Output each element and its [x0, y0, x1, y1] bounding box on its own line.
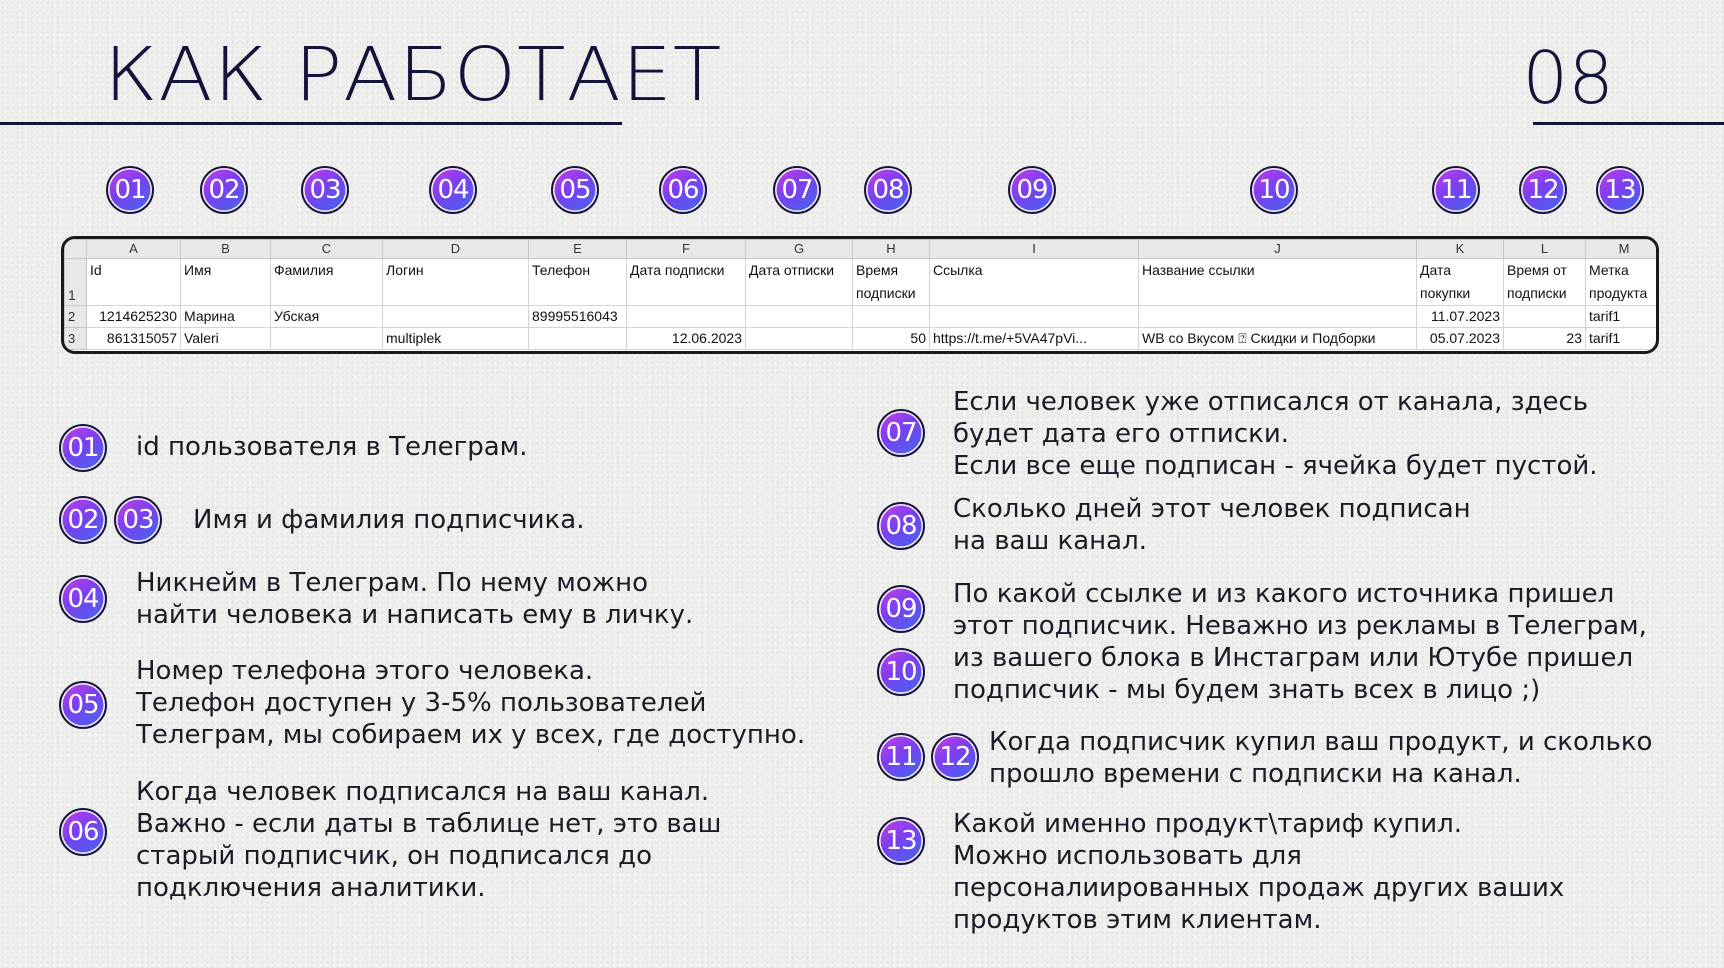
legend-badge-10: 10 [877, 648, 925, 696]
column-badge-12: 12 [1519, 166, 1567, 214]
header-cell-time-since-subscribe: Время от подписки [1504, 259, 1586, 306]
table-cell: 89995516043 [529, 306, 627, 328]
header-cell-subscribe-date: Дата подписки [627, 259, 746, 306]
row-number: 2 [65, 306, 87, 328]
legend-badge-07: 07 [877, 409, 925, 457]
legend-badge-01: 01 [59, 424, 107, 472]
table-cell [627, 306, 746, 328]
legend-badge-06: 06 [59, 808, 107, 856]
corner-cell [65, 240, 87, 259]
column-badge-11: 11 [1432, 166, 1480, 214]
column-letter: M [1586, 240, 1660, 259]
table-cell: tarif1 [1586, 328, 1660, 350]
header-cell-link-name: Название ссылки [1139, 259, 1417, 306]
table-row [65, 306, 1660, 328]
header-cell-purchase-date: Дата покупки [1417, 259, 1504, 306]
column-letter: I [930, 240, 1139, 259]
column-badge-02: 02 [200, 166, 248, 214]
table-cell: 23 [1504, 328, 1586, 350]
column-letter: J [1139, 240, 1417, 259]
header-cell-login: Логин [383, 259, 529, 306]
table-cell: 1214625230 [87, 306, 181, 328]
table-cell [529, 328, 627, 350]
header-cell-link: Ссылка [930, 259, 1139, 306]
table-cell: Убская [271, 306, 383, 328]
table-cell [1139, 306, 1417, 328]
header-row [65, 259, 1660, 306]
column-badge-03: 03 [301, 166, 349, 214]
table-cell: 05.07.2023 [1417, 328, 1504, 350]
page-number-underline [1533, 122, 1724, 125]
legend-badge-04: 04 [59, 575, 107, 623]
legend-text-01: id пользователя в Телеграм. [136, 432, 528, 462]
column-badge-05: 05 [551, 166, 599, 214]
legend-badge-09: 09 [877, 585, 925, 633]
table-cell [853, 306, 930, 328]
table-cell: https://t.me/+5VA47pVi... [930, 328, 1139, 350]
header-cell-surname: Фамилия [271, 259, 383, 306]
column-letter: K [1417, 240, 1504, 259]
column-letter: D [383, 240, 529, 259]
table-cell: 11.07.2023 [1417, 306, 1504, 328]
legend-text-13: Какой именно продукт\тариф купил. Можно использовать для персоналиированных продаж других ваших продуктов этим клиентам. [953, 809, 1565, 935]
table-row [65, 328, 1660, 350]
row-number: 3 [65, 328, 87, 350]
legend-badge-13: 13 [877, 817, 925, 865]
legend-text-07: Если человек уже отписался от канала, здесь будет дата его отписки. Если все еще подписан - ячейка будет пустой. [953, 387, 1598, 481]
column-badge-01: 01 [106, 166, 154, 214]
table-cell: 50 [853, 328, 930, 350]
column-letter: B [181, 240, 271, 259]
table-cell [746, 306, 853, 328]
column-badge-06: 06 [659, 166, 707, 214]
table-cell: Марина [181, 306, 271, 328]
table-cell: tarif1 [1586, 306, 1660, 328]
table-cell: 861315057 [87, 328, 181, 350]
legend-text-09-10: По какой ссылке и из какого источника пришел этот подписчик. Неважно из рекламы в Телеграм, из вашего блока в Инстаграм или Ютубе пришел подписчик - мы будем знать всех в лицо ;) [953, 579, 1647, 705]
spreadsheet [61, 236, 1659, 354]
column-letter: H [853, 240, 930, 259]
table-cell [1504, 306, 1586, 328]
legend-text-08: Сколько дней этот человек подписан на ваш канал. [953, 494, 1471, 556]
column-letter: G [746, 240, 853, 259]
legend-badge-02: 02 [59, 496, 107, 544]
table-cell [930, 306, 1139, 328]
table-cell [746, 328, 853, 350]
legend-badge-05: 05 [59, 681, 107, 729]
title-underline [0, 122, 622, 125]
legend-badge-08: 08 [877, 502, 925, 550]
table-cell [271, 328, 383, 350]
column-badge-10: 10 [1250, 166, 1298, 214]
column-letter: C [271, 240, 383, 259]
header-cell-unsubscribe-date: Дата отписки [746, 259, 853, 306]
column-badge-09: 09 [1008, 166, 1056, 214]
legend-text-06: Когда человек подписался на ваш канал. Важно - если даты в таблице нет, это ваш старый подписчик, он подписался до подключения аналитики. [136, 777, 722, 903]
legend-badge-03: 03 [114, 496, 162, 544]
row-number: 1 [65, 259, 87, 306]
header-cell-name: Имя [181, 259, 271, 306]
table-cell: WB со Вкусом ⍰ Скидки и Подборки [1139, 328, 1417, 350]
column-badge-08: 08 [864, 166, 912, 214]
column-badge-13: 13 [1596, 166, 1644, 214]
legend-text-02-03: Имя и фамилия подписчика. [193, 505, 585, 535]
legend-badge-12: 12 [931, 733, 979, 781]
table-cell [383, 306, 529, 328]
column-badge-07: 07 [773, 166, 821, 214]
table-cell: multiplek [383, 328, 529, 350]
column-badge-04: 04 [429, 166, 477, 214]
page-number: 08 [1522, 36, 1614, 120]
legend-text-04: Никнейм в Телеграм. По нему можно найти человека и написать ему в личку. [136, 568, 694, 630]
table-cell: 12.06.2023 [627, 328, 746, 350]
column-letters-row [65, 240, 1660, 259]
header-cell-subscription-time: Время подписки [853, 259, 930, 306]
column-letter: E [529, 240, 627, 259]
header-cell-id: Id [87, 259, 181, 306]
column-letter: A [87, 240, 181, 259]
page-title: КАК РАБОТАЕТ [104, 32, 723, 118]
column-letter: L [1504, 240, 1586, 259]
header-cell-phone: Телефон [529, 259, 627, 306]
legend-text-11-12: Когда подписчик купил ваш продукт, и сколько прошло времени с подписки на канал. [989, 727, 1653, 789]
legend-badge-11: 11 [877, 733, 925, 781]
header-cell-product-tag: Метка продукта [1586, 259, 1660, 306]
legend-text-05: Номер телефона этого человека. Телефон доступен у 3-5% пользователей Телеграм, мы собираем их у всех, где доступно. [136, 656, 806, 750]
column-letter: F [627, 240, 746, 259]
table-cell: Valeri [181, 328, 271, 350]
